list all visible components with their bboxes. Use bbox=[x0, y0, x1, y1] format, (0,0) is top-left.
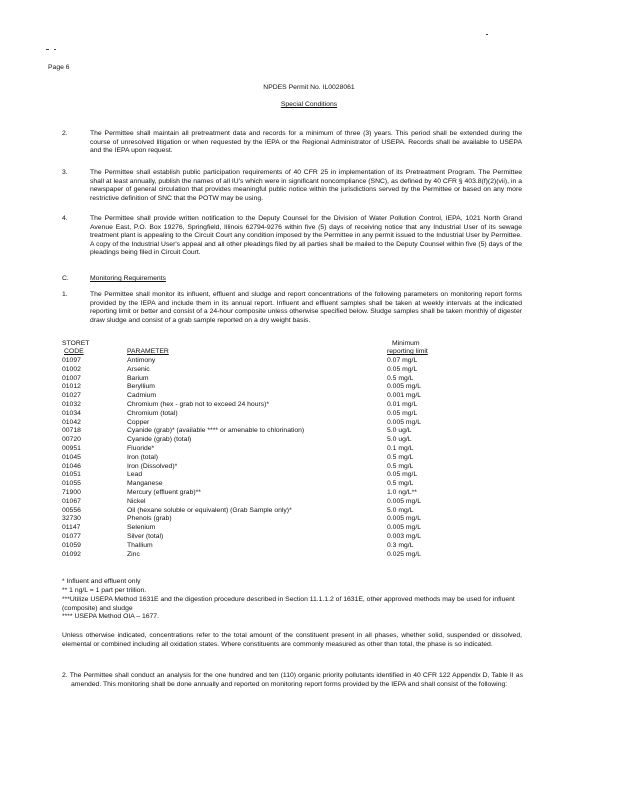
storet-code: 01051 bbox=[62, 471, 81, 479]
table-row bbox=[62, 507, 522, 515]
item-text: The Permittee shall conduct an analysis for the one hundred and ten (110) organic priority pollutants identified in 40 CFR 122 Appendix D, Table II as amended. This monitoring shall be done annually and reported on monitoring report forms provided by the IEPA and shall consist of the following: bbox=[69, 672, 523, 688]
reporting-limit: 0.05 mg/L bbox=[387, 365, 418, 373]
reporting-limit: 0.05 mg/L bbox=[387, 471, 418, 479]
page-label: Page 6 bbox=[48, 64, 70, 71]
parameter-name: Manganese bbox=[127, 480, 163, 488]
parameter-name: Thallium bbox=[127, 541, 153, 549]
reporting-limit: 0.005 mg/L bbox=[387, 524, 422, 532]
footnote: ***Utilize USEPA Method 1631E and the digestion procedure described in Section 11.1.1.2 of 1631E, other approved methods may be used for influent (composite) and sludge bbox=[62, 596, 515, 612]
parameter-name: Iron (total) bbox=[127, 453, 158, 461]
storet-code: 01097 bbox=[62, 357, 81, 364]
scan-mark bbox=[54, 49, 56, 50]
table-row bbox=[62, 454, 522, 462]
table-row bbox=[62, 533, 522, 541]
reporting-limit: 0.005 mg/L bbox=[387, 383, 422, 391]
table-row bbox=[62, 524, 522, 532]
table-row bbox=[62, 401, 522, 409]
reporting-limit: 1.0 ng/L** bbox=[387, 489, 417, 496]
paragraph-number: 4. bbox=[62, 215, 68, 222]
parameter-name: Beryllium bbox=[127, 383, 155, 391]
table-row bbox=[62, 515, 522, 523]
reporting-limit: 0.01 mg/L bbox=[387, 401, 418, 408]
table-row bbox=[62, 471, 522, 479]
parameter-name: Arsenic bbox=[127, 365, 150, 373]
table-row bbox=[62, 419, 522, 427]
table-row bbox=[62, 392, 522, 400]
table-row bbox=[62, 375, 522, 383]
storet-code: 01042 bbox=[62, 418, 81, 426]
storet-code: 01147 bbox=[62, 524, 81, 532]
storet-code: 01012 bbox=[62, 383, 81, 391]
parameter-name: Selenium bbox=[127, 524, 156, 532]
parameter-name: Fluoride* bbox=[127, 445, 155, 452]
parameter-name: Chromium (hex - grab not to exceed 24 hours)* bbox=[127, 401, 270, 408]
storet-code: 01007 bbox=[62, 374, 81, 382]
scan-mark bbox=[486, 34, 488, 35]
parameter-name: Oil (hexane soluble or equivalent) (Grab Sample only)* bbox=[127, 506, 292, 514]
storet-code: 01055 bbox=[62, 480, 81, 488]
storet-code: 00556 bbox=[62, 506, 81, 514]
parameter-name: Antimony bbox=[127, 357, 156, 364]
table-row bbox=[62, 463, 522, 471]
item-2 bbox=[62, 672, 523, 689]
storet-code: 00720 bbox=[62, 436, 81, 444]
reporting-limit: 0.1 mg/L bbox=[387, 445, 414, 452]
table-row bbox=[62, 427, 522, 435]
reporting-limit: 0.005 mg/L bbox=[387, 418, 422, 426]
item-number: 1. bbox=[62, 291, 68, 298]
table-row bbox=[62, 498, 522, 506]
header-limit-top: Minimum bbox=[392, 340, 420, 347]
table-row bbox=[62, 366, 522, 374]
footnote: **** USEPA Method OIA – 1677. bbox=[62, 613, 159, 620]
table-row bbox=[62, 383, 522, 391]
section-letter: C. bbox=[62, 275, 69, 282]
reporting-limit: 0.025 mg/L bbox=[387, 550, 422, 558]
storet-code: 01032 bbox=[62, 401, 81, 408]
section-title: Special Conditions bbox=[280, 101, 338, 108]
parameter-name: Iron (Dissolved)* bbox=[127, 462, 178, 470]
reporting-limit: 0.5 mg/L bbox=[387, 480, 414, 488]
parameter-name: Nickel bbox=[127, 497, 146, 505]
reporting-limit: 0.5 mg/L bbox=[387, 374, 414, 382]
header-code: CODE bbox=[64, 348, 84, 355]
paragraph-text: The Permittee shall maintain all pretreatment data and records for a minimum of three (3) years. This period shall be extended during the course of unresolved litigation or when requested by the IEPA or the Regional Administrator of USEPA. Records shall be available to USEPA and the IEPA upon request. bbox=[90, 130, 522, 155]
storet-code: 00951 bbox=[62, 445, 81, 452]
table-header bbox=[62, 348, 522, 356]
parameter-name: Mercury (effluent grab)** bbox=[127, 489, 201, 496]
table-row bbox=[62, 410, 522, 418]
table-header-top bbox=[62, 340, 522, 348]
parameter-name: Copper bbox=[127, 418, 150, 426]
storet-code: 71900 bbox=[62, 489, 81, 496]
storet-code: 00718 bbox=[62, 427, 81, 435]
paragraph-number: 2. bbox=[62, 130, 68, 137]
parameter-name: Cyanide (grab)* (available **** or amenable to chlorination) bbox=[127, 427, 305, 435]
paragraph-text: The Permittee shall provide written notification to the Deputy Counsel for the Division of Water Pollution Control, IEPA, 1021 North Grand Avenue East, P.O. Box 19276, Springfield, Illinois 62794-9276 within five (5) days of receiving notice that any Industrial User of its sewage treatment plant is appealing to the Circuit Court any condition imposed by the Permittee in any permit issued to the Industrial User by Permittee. A copy of the Industrial User's appeal and all other pleadings filed by all parties shall be mailed to the Deputy Counsel within five (5) days of the pleadings being filed in Circuit Court. bbox=[90, 215, 522, 257]
item-text: The Permittee shall monitor its influent, effluent and sludge and report concentrations of the following parameters on monitoring report forms provided by the IEPA and include them in its annual report. Influent and effluent samples shall be taken at weekly intervals at the indicated reporting limit or better and consist of a 24-hour composite unless otherwise specified below. Sludge samples shall be taken monthly of digester draw sludge and consist of a grab sample reported on a dry weight basis. bbox=[90, 291, 522, 324]
footnote: * Influent and effluent only bbox=[62, 578, 141, 585]
parameter-name: Cadmium bbox=[127, 392, 157, 400]
storet-code: 32730 bbox=[62, 515, 81, 523]
reporting-limit: 5.0 ug/L bbox=[387, 436, 412, 444]
reporting-limit: 0.5 mg/L bbox=[387, 462, 414, 470]
storet-code: 01034 bbox=[62, 409, 81, 417]
storet-code: 01002 bbox=[62, 365, 81, 373]
paragraph-text: The Permittee shall establish public participation requirements of 40 CFR 25 in implementation of its Pretreatment Program. The Permittee shall at least annually, publish the names of all IU's which were in significant noncompliance (SNC), as defined by 40 CFR § 403.8(f)(2)(vii), in a newspaper of general circulation that provides meaningful public notice within the jurisdictions served by the Permittee or based on any more restrictive definition of SNC that the POTW may be using. bbox=[90, 169, 522, 202]
parameter-name: Barium bbox=[127, 374, 149, 382]
reporting-limit: 0.3 mg/L bbox=[387, 541, 414, 549]
item-number: 2. bbox=[62, 672, 68, 679]
storet-code: 01059 bbox=[62, 541, 81, 549]
table-row bbox=[62, 542, 522, 550]
storet-code: 01067 bbox=[62, 497, 81, 505]
parameter-name: Lead bbox=[127, 471, 143, 479]
table-row bbox=[62, 551, 522, 559]
parameter-name: Silver (total) bbox=[127, 533, 164, 540]
table-row bbox=[62, 480, 522, 488]
reporting-limit: 5.0 mg/L bbox=[387, 506, 414, 514]
paragraph-number: 3. bbox=[62, 169, 68, 176]
storet-code: 01045 bbox=[62, 453, 81, 461]
reporting-limit: 5.0 ug/L bbox=[387, 427, 412, 435]
section-heading: Monitoring Requirements bbox=[90, 275, 166, 282]
reporting-limit: 0.001 mg/L bbox=[387, 392, 422, 400]
reporting-limit: 0.05 mg/L bbox=[387, 409, 418, 417]
storet-code: 01027 bbox=[62, 392, 81, 400]
storet-code: 01046 bbox=[62, 462, 81, 470]
header-limit: reporting limit bbox=[387, 348, 428, 355]
reporting-limit: 0.005 mg/L bbox=[387, 515, 422, 523]
parameter-name: Zinc bbox=[127, 550, 140, 558]
scan-mark bbox=[46, 49, 49, 50]
parameter-name: Cyanide (grab) (total) bbox=[127, 436, 192, 444]
header-parameter: PARAMETER bbox=[127, 348, 169, 355]
reporting-limit: 0.07 mg/L bbox=[387, 357, 418, 364]
reporting-limit: 0.003 mg/L bbox=[387, 533, 422, 540]
storet-code: 01092 bbox=[62, 550, 81, 558]
header-code-top: STORET bbox=[62, 340, 90, 347]
storet-code: 01077 bbox=[62, 533, 81, 540]
footnote: ** 1 ng/L = 1 part per trillion. bbox=[62, 587, 147, 594]
unless-paragraph: Unless otherwise indicated, concentrations refer to the total amount of the constituent present in all phases, whether solid, suspended or dissolved, elemental or combined including all oxidation states. Where constituents are commonly measured as other than total, the phase is so indicated. bbox=[62, 632, 522, 648]
permit-title: NPDES Permit No. IL0028061 bbox=[263, 84, 355, 91]
parameter-name: Phenols (grab) bbox=[127, 515, 172, 523]
reporting-limit: 0.5 mg/L bbox=[387, 453, 414, 461]
reporting-limit: 0.005 mg/L bbox=[387, 497, 422, 505]
table-row bbox=[62, 436, 522, 444]
table-row bbox=[62, 357, 522, 365]
table-row bbox=[62, 489, 522, 497]
parameter-name: Chromium (total) bbox=[127, 409, 178, 417]
table-row bbox=[62, 445, 522, 453]
